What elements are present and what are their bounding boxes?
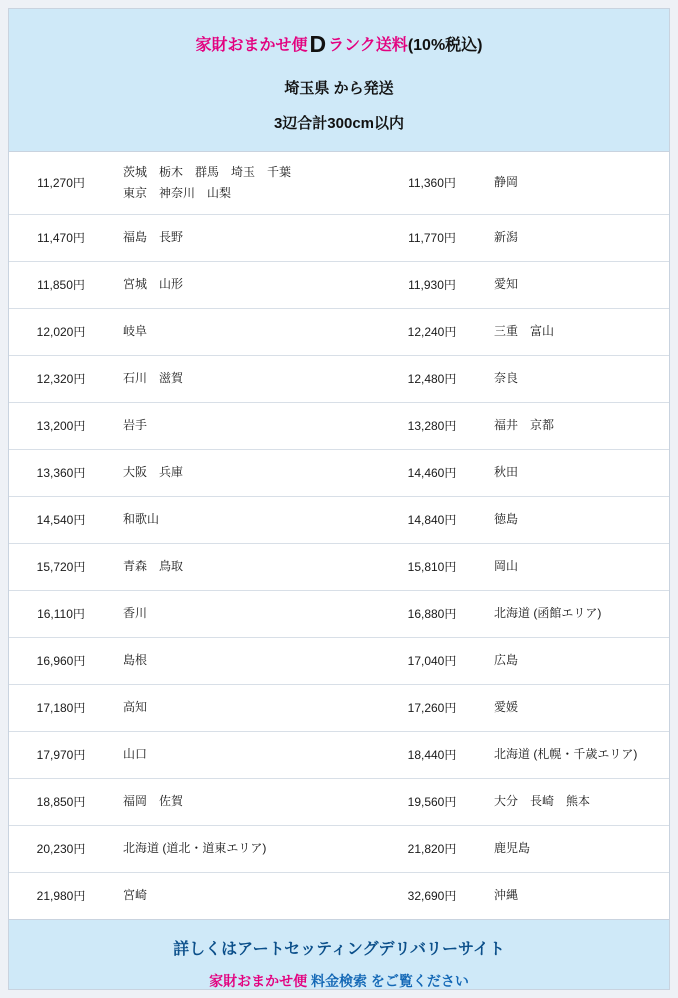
- footer-tail-text: をご覧ください: [370, 972, 469, 989]
- card-header: [9, 9, 669, 152]
- area-left-line2: 東京 神奈川 山梨: [123, 185, 232, 200]
- price-right: 11,360円: [380, 152, 484, 215]
- area-left: 大阪 兵庫: [113, 449, 380, 496]
- header-title-rank-suffix: ランク送料: [328, 37, 408, 54]
- area-left: 宮崎: [123, 888, 148, 903]
- price-right: 11,930円: [380, 261, 484, 308]
- price-left: 14,540円: [9, 496, 113, 543]
- rate-table-body: [9, 152, 670, 919]
- area-right: 秋田: [484, 449, 670, 496]
- price-left: 20,230円: [9, 825, 113, 872]
- area-right: 奈良: [484, 355, 670, 402]
- table-row: [9, 731, 670, 778]
- area-left: 宮城 山形: [113, 261, 380, 308]
- area-right: 大分 長崎 熊本: [484, 778, 670, 825]
- area-right: 福井 京都: [484, 402, 670, 449]
- table-row: [9, 214, 670, 261]
- area-left: 島根: [113, 637, 380, 684]
- header-size-limit: 3辺合計300cm以内: [273, 114, 405, 132]
- table-row: [9, 355, 670, 402]
- rate-table: [9, 152, 670, 919]
- price-left: 12,320円: [9, 355, 113, 402]
- header-title-rank: D: [309, 31, 327, 57]
- header-title-service: 家財おまかせ便: [195, 37, 308, 54]
- area-right: 沖縄: [494, 888, 519, 903]
- area-right: 愛知: [484, 261, 670, 308]
- area-left: 高知: [113, 684, 380, 731]
- price-right: 12,480円: [380, 355, 484, 402]
- price-left: 13,200円: [9, 402, 113, 449]
- footer-site-note: 詳しくはアートセッティングデリバリーサイト: [173, 940, 505, 958]
- price-left: 15,720円: [9, 543, 113, 590]
- header-origin: 埼玉県 から発送: [284, 79, 394, 97]
- price-right: 15,810円: [380, 543, 484, 590]
- area-left: 福島 長野: [113, 214, 380, 261]
- table-row: [9, 684, 670, 731]
- area-left-line1: 茨城 栃木 群馬 埼玉 千葉: [123, 164, 292, 179]
- table-row: [9, 261, 670, 308]
- table-row: [9, 590, 670, 637]
- table-row: [9, 825, 670, 872]
- area-right: 徳島: [484, 496, 670, 543]
- price-right: 17,040円: [380, 637, 484, 684]
- price-left: 11,470円: [9, 214, 113, 261]
- area-right: 静岡: [484, 152, 670, 215]
- area-left: 岩手: [113, 402, 380, 449]
- table-row: [9, 496, 670, 543]
- price-left: 18,850円: [9, 778, 113, 825]
- price-left: 17,970円: [9, 731, 113, 778]
- area-right: 岡山: [484, 543, 670, 590]
- price-left: 17,180円: [9, 684, 113, 731]
- price-left: 21,980円: [36, 889, 86, 904]
- area-left: 和歌山: [113, 496, 380, 543]
- area-left: 北海道 (道北・道東エリア): [113, 825, 380, 872]
- area-left: 岐阜: [113, 308, 380, 355]
- table-row: [9, 778, 670, 825]
- price-right: 17,260円: [380, 684, 484, 731]
- area-right: 愛媛: [484, 684, 670, 731]
- price-right: 16,880円: [380, 590, 484, 637]
- card-footer: [9, 919, 669, 990]
- area-left: 香川: [113, 590, 380, 637]
- header-title-tax: (10%税込): [407, 37, 483, 54]
- price-right: 21,820円: [380, 825, 484, 872]
- area-left: 山口: [113, 731, 380, 778]
- price-right: 18,440円: [380, 731, 484, 778]
- price-left: 16,960円: [9, 637, 113, 684]
- area-right: 三重 富山: [484, 308, 670, 355]
- price-left: 13,360円: [9, 449, 113, 496]
- table-row: [9, 308, 670, 355]
- header-title: [19, 31, 659, 59]
- price-left: 16,110円: [9, 590, 113, 637]
- table-row: [9, 402, 670, 449]
- area-right: 北海道 (札幌・千歳エリア): [484, 731, 670, 778]
- table-row: [9, 449, 670, 496]
- area-left: 石川 滋賀: [113, 355, 380, 402]
- price-right: 12,240円: [380, 308, 484, 355]
- area-right: 北海道 (函館エリア): [484, 590, 670, 637]
- footer-search-note: [19, 971, 659, 990]
- area-left: 青森 鳥取: [113, 543, 380, 590]
- price-right: 13,280円: [380, 402, 484, 449]
- price-left: 12,020円: [9, 308, 113, 355]
- price-right: 14,460円: [380, 449, 484, 496]
- price-left: 11,850円: [9, 261, 113, 308]
- price-right: 32,690円: [407, 889, 457, 904]
- table-row: [9, 872, 670, 919]
- area-right: 鹿児島: [484, 825, 670, 872]
- table-row: [9, 543, 670, 590]
- footer-service-name: 家財おまかせ便: [209, 972, 308, 989]
- footer-search-link[interactable]: 料金検索: [311, 972, 367, 989]
- table-row: [9, 152, 670, 215]
- table-row: [9, 637, 670, 684]
- price-right: 14,840円: [380, 496, 484, 543]
- shipping-rate-card: [8, 8, 670, 990]
- area-right: 広島: [484, 637, 670, 684]
- area-right: 新潟: [484, 214, 670, 261]
- area-left: [113, 152, 380, 215]
- price-left: 11,270円: [9, 152, 113, 215]
- area-left: 福岡 佐賀: [113, 778, 380, 825]
- price-right: 11,770円: [380, 214, 484, 261]
- price-right: 19,560円: [380, 778, 484, 825]
